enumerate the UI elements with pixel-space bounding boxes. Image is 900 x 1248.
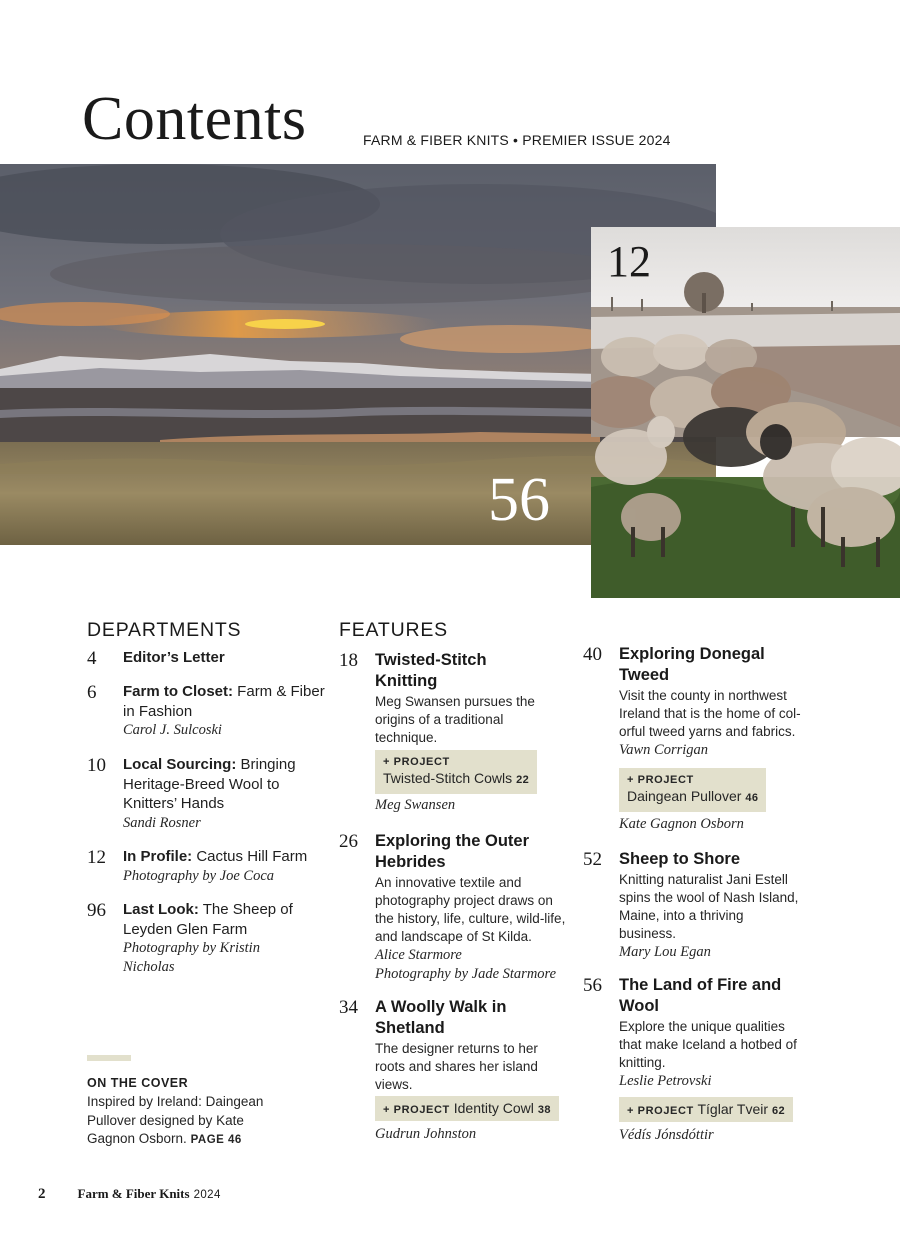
department-title: Farm to Closet:	[123, 683, 234, 700]
project-name: Identity Cowl	[453, 1100, 534, 1116]
feature-byline: Alice Starmore	[375, 947, 462, 963]
features-heading: FEATURES	[339, 619, 448, 641]
project-tag-identity-cowl[interactable]	[375, 1096, 559, 1121]
feature-title: Sheep to Shore	[619, 850, 741, 868]
feature-page-number: 56	[583, 975, 602, 996]
feature-byline: Mary Lou Egan	[619, 944, 711, 960]
department-subtitle: Bringing Heritage-Breed Wool to Knitters’ Hands	[123, 756, 296, 812]
feature-byline: Meg Swansen	[375, 797, 456, 813]
project-name: Tíglar Tveir	[697, 1101, 769, 1117]
feature-title: Exploring Donegal Tweed	[619, 645, 765, 684]
feature-page-number: 26	[339, 831, 358, 852]
feature-description: Explore the unique qualities that make Iceland a hotbed of knitting.	[619, 1019, 797, 1070]
feature-description: Knitting naturalist Jani Estell spins the wool of Nash Island, Maine, into a thriving business.	[619, 872, 799, 941]
project-label: + PROJECT	[627, 774, 694, 786]
feature-page-number: 40	[583, 644, 602, 665]
project-label: + PROJECT	[383, 756, 450, 768]
project-name: Daingean Pullover	[627, 788, 742, 804]
department-title: Editor’s Letter	[123, 649, 225, 666]
department-page-number: 6	[87, 682, 97, 703]
department-title: Local Sourcing:	[123, 756, 237, 773]
department-page-number: 4	[87, 648, 97, 669]
feature-byline: Leslie Petrovski	[619, 1073, 712, 1089]
issue-line: FARM & FIBER KNITS • PREMIER ISSUE 2024	[363, 132, 671, 148]
feature-page-number: 52	[583, 849, 602, 870]
feature-page-number: 34	[339, 997, 358, 1018]
department-byline: Carol J. Sulcoski	[123, 722, 222, 738]
feature-description: The designer returns to her roots and shares her island views.	[375, 1041, 538, 1092]
cover-divider	[87, 1055, 131, 1061]
feature-designer-byline: Kate Gagnon Osborn	[619, 816, 744, 832]
project-tag-daingean-pullover[interactable]	[619, 768, 766, 812]
department-byline: Photography by Joe Coca	[123, 867, 275, 884]
feature-byline: Vawn Corrigan	[619, 742, 709, 758]
feature-photo-credit: Photography by Jade Starmore	[375, 966, 557, 982]
project-label: + PROJECT	[627, 1105, 694, 1117]
department-subtitle: Cactus Hill Farm	[192, 848, 308, 865]
project-tag-tiglar-tveir[interactable]	[619, 1097, 793, 1122]
feature-title: A Woolly Walk in Shetland	[375, 998, 507, 1037]
department-title: Last Look:	[123, 901, 199, 918]
feature-description: Meg Swansen pursues the origins of a traditional technique.	[375, 694, 535, 745]
feature-byline: Gudrun Johnston	[375, 1126, 477, 1142]
project-page: 38	[537, 1104, 551, 1116]
department-page-number: 96	[87, 900, 106, 921]
sheep-page-number: 12	[607, 237, 651, 286]
cover-heading: ON THE COVER	[87, 1076, 189, 1090]
project-name: Twisted-Stitch Cowls	[383, 770, 513, 786]
cover-page-ref[interactable]: PAGE 46	[190, 1134, 242, 1146]
feature-description: An innovative textile and photography project draws on the history, life, culture, wild-life, and landscape of St Kilda.	[375, 875, 566, 944]
department-subtitle: The Sheep of Leyden Glen Farm	[123, 901, 293, 938]
project-page: 46	[745, 792, 759, 804]
project-page: 62	[772, 1105, 786, 1117]
feature-description: Visit the county in northwest Ireland that is the home of col-orful tweed yarns and fabrics.	[619, 688, 801, 739]
project-label: + PROJECT	[383, 1104, 450, 1116]
project-tag-twisted-stitch-cowls[interactable]	[375, 750, 537, 794]
page-footer	[38, 1186, 221, 1203]
feature-title: The Land of Fire and Wool	[619, 976, 782, 1015]
department-page-number: 12	[87, 847, 106, 868]
footer-year: 2024	[193, 1189, 221, 1201]
department-page-number: 10	[87, 755, 106, 776]
feature-designer-byline: Védís Jónsdóttir	[619, 1127, 714, 1143]
project-page: 22	[516, 774, 530, 786]
page-title: Contents	[82, 85, 307, 153]
footer-publication: Farm & Fiber Knits	[77, 1186, 190, 1201]
landscape-page-number: 56	[488, 466, 550, 534]
feature-page-number: 18	[339, 650, 358, 671]
feature-title: Twisted-Stitch Knitting	[375, 651, 487, 690]
departments-heading: DEPARTMENTS	[87, 619, 242, 641]
department-title: In Profile:	[123, 848, 193, 865]
folio-page-number: 2	[38, 1186, 46, 1202]
feature-title: Exploring the Outer Hebrides	[375, 832, 530, 871]
cover-text	[87, 1093, 287, 1150]
department-subtitle: Farm & Fiber in Fashion	[123, 683, 325, 720]
department-byline: Photography by Kristin Nicholas	[123, 940, 260, 975]
cover-description: Inspired by Ireland: Daingean Pullover designed by Kate Gagnon Osborn.	[87, 1094, 264, 1146]
department-byline: Sandi Rosner	[123, 814, 201, 831]
